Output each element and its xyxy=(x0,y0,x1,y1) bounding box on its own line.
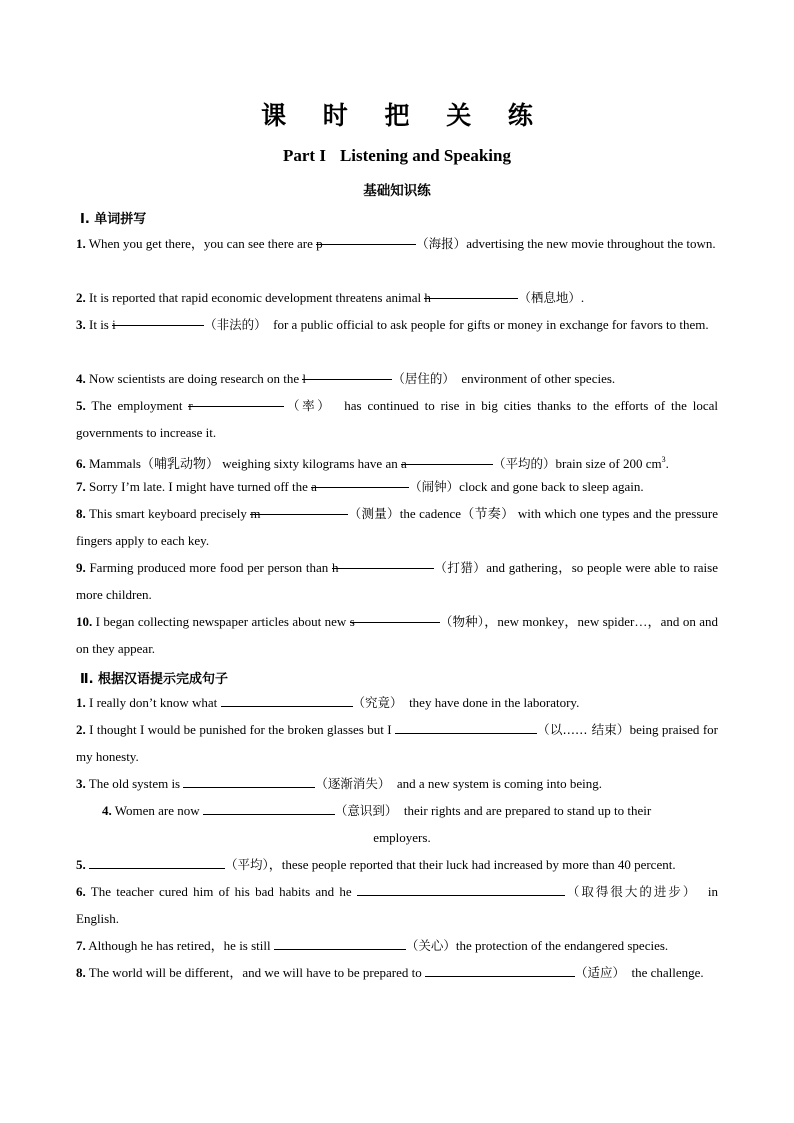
question-text: When you get there，you can see there are xyxy=(88,236,317,251)
question-number: 5. xyxy=(76,398,86,413)
question-1-4 xyxy=(76,365,718,392)
chinese-hint: （平均的） xyxy=(492,456,556,471)
question-text: clock and gone back to sleep again. xyxy=(459,479,644,494)
chinese-hint: （闹钟） xyxy=(409,479,460,494)
question-text: their rights and are prepared to stand up to their xyxy=(403,803,652,818)
question-1-10 xyxy=(76,608,718,662)
blank-first-letter: a xyxy=(311,479,317,494)
question-number: 6. xyxy=(76,884,86,899)
question-text: ，these people reported that their luck had increased by more than 40 percent. xyxy=(268,857,676,872)
superscript: 3 xyxy=(661,455,666,464)
chinese-hint: （逐渐消失） xyxy=(315,776,391,791)
question-number: 8. xyxy=(76,506,86,521)
question-1-8 xyxy=(76,500,718,554)
section-2-heading: Ⅱ. 根据汉语提示完成句子 xyxy=(80,672,229,687)
page-title: 课 时 把 关 练 xyxy=(261,101,547,130)
question-text: in English. xyxy=(76,884,719,926)
question-text: The world will be different，and we will have to be prepared to xyxy=(88,965,425,980)
answer-blank[interactable] xyxy=(424,284,518,305)
answer-blank[interactable] xyxy=(302,365,392,386)
question-2-4 xyxy=(102,797,702,851)
chinese-hint: （适应） xyxy=(574,965,625,980)
question-number: 4. xyxy=(76,371,86,386)
question-number: 5. xyxy=(76,857,86,872)
question-text: . xyxy=(580,290,585,305)
question-2-5 xyxy=(76,851,718,878)
question-number: 4. xyxy=(102,803,112,818)
question-text: the challenge. xyxy=(631,965,704,980)
question-number: 2. xyxy=(76,290,86,305)
question-1-9 xyxy=(76,554,718,608)
chinese-hint: （关心） xyxy=(405,938,456,953)
chinese-hint: （栖息地） xyxy=(518,290,581,305)
question-number: 10. xyxy=(76,614,93,629)
question-text: Mammals（哺乳动物） weighing sixty kilograms have an xyxy=(89,456,401,471)
answer-blank[interactable] xyxy=(274,935,406,950)
blank-first-letter: l xyxy=(302,371,306,386)
chinese-hint: （意识到） xyxy=(334,803,398,818)
chinese-hint: （平均） xyxy=(225,857,269,872)
question-text: It is reported that rapid economic development threatens animal xyxy=(89,290,425,305)
question-number: 6. xyxy=(76,456,86,471)
question-number: 1. xyxy=(76,236,86,251)
blank-first-letter: h xyxy=(331,560,339,575)
question-text: I really don’t know what xyxy=(89,695,221,710)
question-text: and gathering，so people were able to raise more children. xyxy=(76,560,718,602)
answer-blank[interactable] xyxy=(183,773,315,788)
chinese-hint: （以…… 结束） xyxy=(537,722,630,737)
answer-blank[interactable] xyxy=(112,311,204,332)
question-text: The old system is xyxy=(88,776,184,791)
part-topic: Listening and Speaking xyxy=(339,146,511,165)
question-1-2 xyxy=(76,284,718,311)
question-number: 7. xyxy=(76,479,86,494)
blank-first-letter: s xyxy=(349,614,355,629)
chinese-hint: （物种） xyxy=(439,614,485,629)
question-number: 7. xyxy=(76,938,86,953)
question-text: Now scientists are doing research on the xyxy=(89,371,303,386)
question-text: Although he has retired，he is still xyxy=(88,938,274,953)
question-text: they have done in the laboratory. xyxy=(409,695,580,710)
question-2-2 xyxy=(76,716,718,770)
chinese-hint: （率） xyxy=(284,398,333,413)
question-number: 3. xyxy=(76,317,86,332)
part-heading xyxy=(0,146,794,166)
question-text: ，new monkey，new spider…，and on and on they appear. xyxy=(76,614,718,656)
blank-first-letter: a xyxy=(400,456,407,471)
question-text: the protection of the endangered species. xyxy=(455,938,669,953)
question-1-5 xyxy=(76,392,718,446)
answer-blank[interactable] xyxy=(221,692,353,707)
question-text: and a new system is coming into being. xyxy=(396,776,602,791)
question-1-7 xyxy=(76,473,718,500)
question-2-7 xyxy=(76,932,718,959)
question-2-1 xyxy=(76,689,718,716)
answer-blank[interactable] xyxy=(316,230,416,251)
blank-first-letter: p xyxy=(316,236,323,251)
exercise-subheading: 基础知识练 xyxy=(363,183,431,199)
question-text: being praised for my honesty. xyxy=(76,722,718,764)
blank-first-letter: r xyxy=(188,398,193,413)
question-2-3 xyxy=(76,770,718,797)
chinese-hint: （居住的） xyxy=(392,371,455,386)
answer-blank[interactable] xyxy=(203,800,335,815)
section-1-heading: Ⅰ. 单词拼写 xyxy=(80,212,147,227)
blank-first-letter: i xyxy=(112,317,116,332)
question-text: Sorry I’m late. I might have turned off the xyxy=(89,479,312,494)
question-number: 1. xyxy=(76,695,86,710)
chinese-hint: （究竟） xyxy=(352,695,403,710)
blank-first-letter: h xyxy=(424,290,431,305)
question-text: Farming produced more food per person than xyxy=(89,560,332,575)
chinese-hint: （测量） xyxy=(348,506,400,521)
question-1-1 xyxy=(76,230,718,257)
question-text: The teacher cured him of his bad habits and he xyxy=(90,884,357,899)
part-name: Part I xyxy=(283,146,326,165)
question-text: Women are now xyxy=(114,803,203,818)
question-2-6 xyxy=(76,878,718,932)
question-text: . xyxy=(665,456,669,471)
question-text: advertising the new movie throughout the town. xyxy=(466,236,716,251)
answer-blank[interactable] xyxy=(425,962,575,977)
chinese-hint: （取得很大的进步） xyxy=(564,884,698,899)
question-text: for a public official to ask people for gifts or money in exchange for favors to them. xyxy=(273,317,709,332)
answer-blank[interactable] xyxy=(349,608,440,629)
chinese-hint: （非法的） xyxy=(204,317,267,332)
question-text: employers. xyxy=(373,830,431,845)
question-text: the cadence（节奏） with which one types and the pressure fingers apply to each key. xyxy=(76,506,719,548)
question-text: I thought I would be punished for the broken glasses but I xyxy=(89,722,396,737)
question-text: brain size of 200 cm xyxy=(555,456,662,471)
question-number: 2. xyxy=(76,722,86,737)
question-number: 9. xyxy=(76,560,86,575)
question-text: The employment xyxy=(91,398,189,413)
answer-blank[interactable] xyxy=(89,854,225,869)
answer-blank[interactable] xyxy=(250,500,348,521)
answer-blank[interactable] xyxy=(400,450,493,471)
blank-first-letter: m xyxy=(250,506,261,521)
question-text: It is xyxy=(89,317,113,332)
chinese-hint: （海报） xyxy=(416,236,467,251)
answer-blank[interactable] xyxy=(311,473,409,494)
answer-blank[interactable] xyxy=(395,719,537,734)
question-1-3 xyxy=(76,311,718,338)
question-number: 8. xyxy=(76,965,86,980)
question-text: I began collecting newspaper articles about new xyxy=(95,614,350,629)
question-text: has continued to rise in big cities thanks to the efforts of the local governments to increase it. xyxy=(76,398,719,440)
answer-blank[interactable] xyxy=(188,392,284,413)
question-text: environment of other species. xyxy=(461,371,616,386)
question-number: 3. xyxy=(76,776,86,791)
answer-blank[interactable] xyxy=(331,554,434,575)
answer-blank[interactable] xyxy=(357,881,565,896)
question-text: This smart keyboard precisely xyxy=(89,506,251,521)
chinese-hint: （打猎） xyxy=(433,560,487,575)
question-2-8 xyxy=(76,959,718,986)
